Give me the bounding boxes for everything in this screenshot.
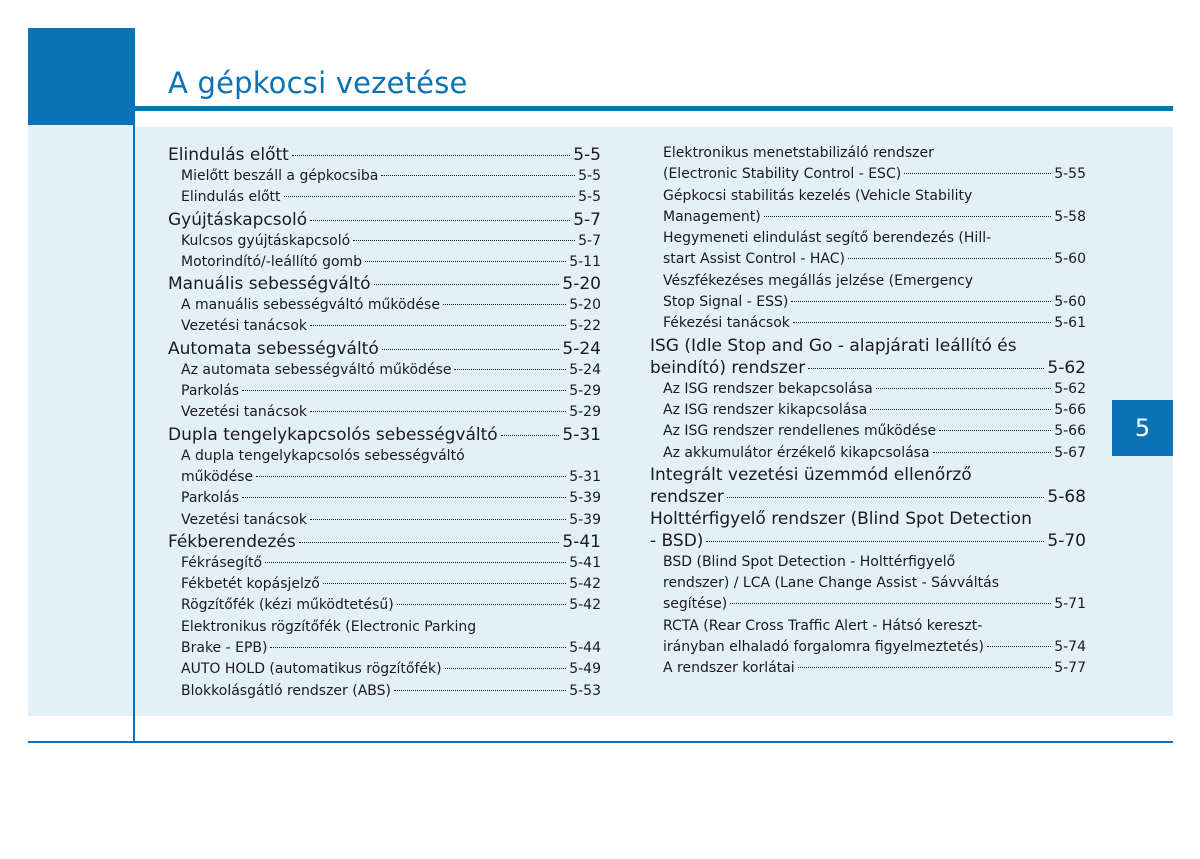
toc-page-number: 5-20	[569, 297, 601, 314]
toc-entry-label: Holttérfigyelő rendszer (Blind Spot Detection	[650, 508, 1032, 529]
toc-section-entry[interactable]	[168, 338, 601, 360]
toc-right-column	[650, 143, 1086, 680]
toc-entry-label: - BSD)	[650, 530, 704, 551]
toc-entry-label: Elindulás előtt	[181, 189, 281, 206]
header-rule	[135, 106, 1173, 111]
toc-entry-label: Hegymeneti elindulást segítő berendezés (Hill-	[663, 230, 992, 247]
toc-entry-label: Fékezési tanácsok	[663, 315, 790, 332]
toc-entry-label: A manuális sebességváltó működése	[181, 297, 440, 314]
toc-page-number: 5-68	[1047, 486, 1086, 507]
toc-subsection-entry[interactable]	[168, 231, 601, 252]
toc-entry-label: A rendszer korlátai	[663, 660, 795, 677]
dot-leader	[933, 452, 1052, 453]
toc-entry-label: Vészfékezéses megállás jelzése (Emergency	[663, 272, 974, 289]
toc-entry-label: Fékrásegítő	[181, 554, 263, 571]
dot-leader	[284, 196, 576, 197]
toc-entry-label: Gyújtáskapcsoló	[168, 209, 308, 230]
toc-page-number: 5-70	[1047, 530, 1086, 551]
toc-entry-label: Az ISG rendszer rendellenes működése	[663, 423, 937, 440]
toc-page-number: 5-60	[1054, 251, 1086, 268]
toc-page-number: 5-5	[578, 168, 601, 184]
toc-page-number: 5-42	[569, 597, 601, 614]
toc-subsection-entry[interactable]	[650, 400, 1086, 421]
dot-leader	[876, 388, 1052, 389]
toc-page-number: 5-5	[578, 189, 601, 206]
toc-page-number: 5-77	[1054, 660, 1086, 677]
dot-leader	[265, 562, 566, 563]
toc-subsection-entry[interactable]	[650, 421, 1086, 442]
dot-leader	[353, 240, 575, 241]
toc-entry-label: Az automata sebességváltó működése	[181, 361, 452, 378]
toc-subsection-entry[interactable]	[168, 510, 601, 531]
toc-entry-label: Dupla tengelykapcsolós sebességváltó	[168, 424, 498, 445]
header-color-block	[28, 28, 134, 125]
toc-entry-label: Az akkumulátor érzékelő kikapcsolása	[663, 444, 930, 461]
dot-leader	[242, 390, 566, 391]
toc-entry-label: RCTA (Rear Cross Traffic Alert - Hátsó kereszt-	[663, 617, 983, 634]
dot-leader	[381, 175, 575, 176]
toc-entry-label: Fékbetét kopásjelző	[181, 576, 320, 593]
dot-leader	[848, 258, 1051, 259]
dot-leader	[394, 690, 566, 691]
toc-subsection-entry[interactable]	[168, 187, 601, 208]
toc-page-number: 5-74	[1054, 639, 1086, 656]
toc-subsection-entry[interactable]	[650, 271, 1086, 314]
toc-entry-label: rendszer	[650, 486, 724, 507]
toc-page-number: 5-24	[569, 361, 601, 378]
toc-entry-label: Brake - EPB)	[181, 640, 268, 657]
toc-entry-label: Parkolás	[181, 490, 240, 507]
dot-leader	[501, 435, 560, 436]
dot-leader	[374, 284, 560, 285]
toc-subsection-entry[interactable]	[650, 186, 1086, 229]
toc-entry-label: segítése)	[663, 596, 728, 613]
dot-leader	[808, 368, 1044, 369]
toc-section-entry[interactable]	[168, 424, 601, 446]
toc-entry-label: Fékberendezés	[168, 531, 296, 552]
toc-subsection-entry[interactable]	[168, 574, 601, 595]
dot-leader	[382, 349, 560, 350]
dot-leader	[454, 369, 566, 370]
toc-page-number: 5-44	[569, 640, 601, 657]
toc-entry-label: Vezetési tanácsok	[181, 404, 307, 421]
dot-leader	[323, 583, 566, 584]
toc-page-number: 5-31	[569, 468, 601, 485]
dot-leader	[939, 430, 1051, 431]
toc-section-entry[interactable]	[168, 531, 601, 553]
dot-leader	[310, 325, 566, 326]
toc-entry-label: ISG (Idle Stop and Go - alapjárati leállító és	[650, 335, 1017, 356]
toc-entry-label: BSD (Blind Spot Detection - Holttérfigyelő	[663, 553, 956, 570]
toc-subsection-entry[interactable]	[168, 681, 601, 702]
toc-entry-label: Automata sebességváltó	[168, 338, 379, 359]
toc-section-entry[interactable]	[650, 508, 1086, 552]
dot-leader	[443, 304, 566, 305]
toc-entry-label: rendszer) / LCA (Lane Change Assist - Sávváltás	[663, 575, 999, 592]
toc-page-number: 5-67	[1054, 444, 1086, 461]
toc-page-number: 5-49	[569, 661, 601, 678]
toc-subsection-entry[interactable]	[650, 552, 1086, 616]
toc-entry-label: Mielőtt beszáll a gépkocsiba	[181, 168, 379, 184]
toc-entry-label: (Electronic Stability Control - ESC)	[663, 166, 902, 183]
toc-entry-label: Rögzítőfék (kézi működtetésű)	[181, 597, 394, 614]
toc-page-number: 5-5	[573, 145, 601, 165]
toc-page-number: 5-61	[1054, 315, 1086, 332]
toc-page-number: 5-7	[578, 232, 601, 249]
toc-subsection-entry[interactable]	[168, 295, 601, 316]
toc-subsection-entry[interactable]	[168, 402, 601, 423]
toc-page-number: 5-41	[569, 554, 601, 571]
toc-section-entry[interactable]	[650, 464, 1086, 508]
dot-leader	[365, 261, 566, 262]
toc-page-number: 5-39	[569, 490, 601, 507]
toc-subsection-entry[interactable]	[650, 658, 1086, 679]
toc-subsection-entry[interactable]	[168, 446, 601, 489]
dot-leader	[256, 476, 566, 477]
toc-section-entry[interactable]	[650, 335, 1086, 379]
toc-subsection-entry[interactable]	[650, 379, 1086, 400]
dot-leader	[242, 497, 566, 498]
toc-page-number: 5-71	[1054, 596, 1086, 613]
dot-leader	[445, 668, 567, 669]
toc-page-number: 5-60	[1054, 294, 1086, 311]
toc-entry-label: beindító) rendszer	[650, 357, 806, 378]
toc-subsection-entry[interactable]	[168, 166, 601, 187]
dot-leader	[764, 216, 1052, 217]
toc-page-number: 5-53	[569, 682, 601, 699]
toc-page-number: 5-29	[569, 404, 601, 421]
toc-subsection-entry[interactable]	[168, 381, 601, 402]
dot-leader	[397, 604, 566, 605]
toc-entry-label: irányban elhaladó forgalomra figyelmeztetés)	[663, 639, 984, 656]
dot-leader	[791, 301, 1051, 302]
dot-leader	[870, 409, 1051, 410]
toc-page-number: 5-20	[562, 274, 601, 295]
toc-entry-label: Elektronikus rögzítőfék (Electronic Parking	[181, 618, 477, 635]
toc-page-number: 5-39	[569, 511, 601, 528]
dot-leader	[310, 220, 570, 221]
toc-page-number: 5-31	[562, 424, 601, 445]
toc-subsection-entry[interactable]	[650, 313, 1086, 334]
toc-page-number: 5-22	[569, 318, 601, 335]
toc-subsection-entry[interactable]	[168, 488, 601, 509]
toc-entry-label: Blokkolásgátló rendszer (ABS)	[181, 682, 391, 699]
dot-leader	[292, 155, 570, 156]
toc-subsection-entry[interactable]	[168, 252, 601, 273]
toc-subsection-entry[interactable]	[168, 360, 601, 381]
dot-leader	[706, 541, 1044, 542]
dot-leader	[793, 322, 1051, 323]
page-title: A gépkocsi vezetése	[168, 66, 468, 100]
toc-entry-label: Integrált vezetési üzemmód ellenőrző	[650, 464, 972, 485]
toc-section-entry[interactable]	[168, 209, 601, 231]
toc-page-number: 5-24	[562, 338, 601, 359]
toc-section-entry[interactable]	[168, 273, 601, 295]
dot-leader	[987, 646, 1051, 647]
toc-entry-label: Vezetési tanácsok	[181, 511, 307, 528]
toc-entry-label: Elindulás előtt	[168, 145, 289, 165]
toc-subsection-entry[interactable]	[168, 553, 601, 574]
toc-page-number: 5-55	[1054, 166, 1086, 183]
toc-section-entry[interactable]	[168, 144, 601, 166]
dot-leader	[310, 411, 566, 412]
toc-left-column	[168, 144, 601, 702]
toc-page-number: 5-62	[1047, 357, 1086, 378]
toc-page-number: 5-41	[562, 531, 601, 552]
toc-entry-label: Management)	[663, 208, 761, 225]
toc-subsection-entry[interactable]	[650, 228, 1086, 271]
dot-leader	[310, 519, 566, 520]
dot-leader	[730, 603, 1051, 604]
dot-leader	[798, 667, 1052, 668]
toc-entry-label: Gépkocsi stabilitás kezelés (Vehicle Stability	[663, 187, 973, 204]
dot-leader	[299, 542, 560, 543]
toc-entry-label: működése	[181, 468, 254, 485]
toc-subsection-entry[interactable]	[168, 659, 601, 680]
toc-entry-label: Stop Signal - ESS)	[663, 294, 789, 311]
toc-page-number: 5-11	[569, 253, 601, 270]
toc-subsection-entry[interactable]	[168, 595, 601, 616]
toc-page-number: 5-7	[573, 209, 601, 230]
toc-entry-label: Motorindító/-leállító gomb	[181, 253, 363, 270]
toc-entry-label: Elektronikus menetstabilizáló rendszer	[663, 145, 934, 161]
toc-page-number: 5-29	[569, 383, 601, 400]
toc-page-number: 5-66	[1054, 401, 1086, 418]
toc-subsection-entry[interactable]	[168, 316, 601, 337]
toc-subsection-entry[interactable]	[168, 617, 601, 660]
dot-leader	[904, 173, 1051, 174]
toc-page-number: 5-62	[1054, 380, 1086, 397]
dot-leader	[727, 497, 1045, 498]
dot-leader	[270, 647, 566, 648]
toc-page-number: 5-66	[1054, 423, 1086, 440]
toc-entry-label: Parkolás	[181, 383, 240, 400]
toc-entry-label: A dupla tengelykapcsolós sebességváltó	[181, 447, 465, 464]
toc-entry-label: Manuális sebességváltó	[168, 274, 371, 295]
toc-subsection-entry[interactable]	[650, 616, 1086, 659]
toc-entry-label: AUTO HOLD (automatikus rögzítőfék)	[181, 661, 442, 678]
toc-subsection-entry[interactable]	[650, 443, 1086, 464]
toc-entry-label: Az ISG rendszer kikapcsolása	[663, 401, 868, 418]
toc-entry-label: Kulcsos gyújtáskapcsoló	[181, 232, 351, 249]
toc-subsection-entry[interactable]	[650, 143, 1086, 186]
footer-rule	[28, 741, 1173, 743]
chapter-tab: 5	[1112, 400, 1173, 456]
side-band	[28, 125, 134, 716]
toc-entry-label: Az ISG rendszer bekapcsolása	[663, 380, 873, 397]
toc-page-number: 5-42	[569, 576, 601, 593]
toc-entry-label: start Assist Control - HAC)	[663, 251, 845, 268]
toc-entry-label: Vezetési tanácsok	[181, 318, 307, 335]
toc-page-number: 5-58	[1054, 208, 1086, 225]
